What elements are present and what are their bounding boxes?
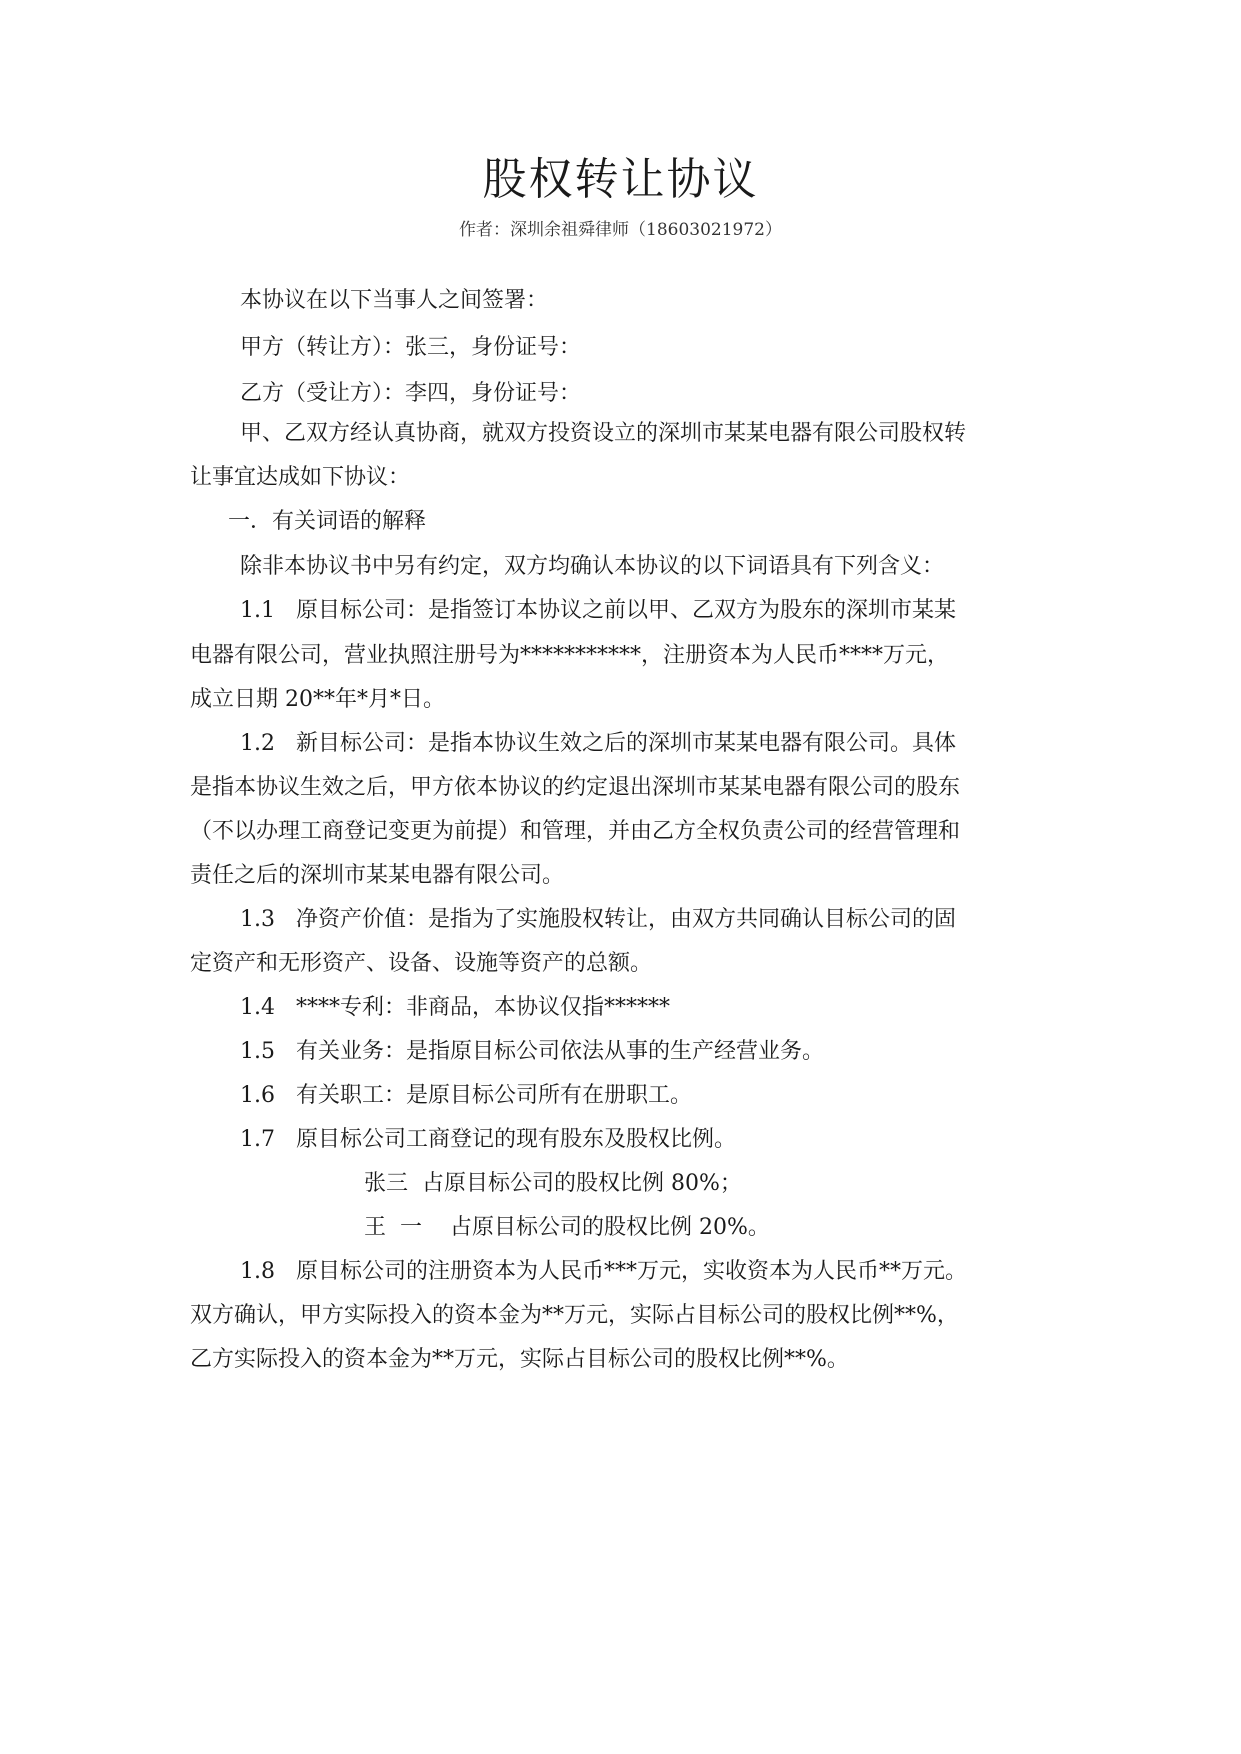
definitions-intro: 除非本协议书中另有约定，双方均确认本协议的以下词语具有下列含义： — [240, 554, 945, 579]
clause-1-1 — [240, 595, 956, 627]
preamble-line-1: 甲、乙双方经认真协商，就双方投资设立的深圳市某某电器有限公司股权转 — [240, 421, 967, 446]
document-author: 作者：深圳余祖舜律师（18603021972） — [459, 220, 782, 240]
clause-1-7 — [240, 1124, 736, 1156]
party-b: 乙方（受让方）：李四，身份证号： — [240, 381, 582, 406]
party-a: 甲方（转让方）：张三，身份证号： — [240, 335, 582, 360]
clause-1-8-line-2: 双方确认，甲方实际投入的资本金为**万元，实际占目标公司的股权比例**%， — [190, 1303, 959, 1328]
clause-text: 原目标公司的注册资本为人民币***万元，实收资本为人民币**万元。 — [296, 1259, 968, 1284]
clause-1-6 — [240, 1080, 692, 1112]
clause-number: 1.7 — [240, 1127, 275, 1152]
clause-1-3 — [240, 904, 956, 936]
clause-number: 1.3 — [240, 907, 275, 932]
clause-1-8 — [240, 1256, 967, 1288]
clause-number: 1.5 — [240, 1039, 275, 1064]
clause-1-2 — [240, 728, 956, 760]
section-heading: 一．有关词语的解释 — [228, 509, 427, 534]
clause-text: 新目标公司：是指本协议生效之后的深圳市某某电器有限公司。具体 — [296, 731, 957, 756]
shareholder-row: 王 一 占原目标公司的股权比例 20%。 — [364, 1215, 770, 1240]
clause-text: 有关职工：是原目标公司所有在册职工。 — [296, 1083, 693, 1108]
clause-1-8-line-3: 乙方实际投入的资本金为**万元，实际占目标公司的股权比例**%。 — [190, 1347, 849, 1372]
clause-number: 1.1 — [240, 598, 275, 623]
clause-text: 原目标公司：是指签订本协议之前以甲、乙双方为股东的深圳市某某 — [296, 598, 957, 623]
clause-1-3-line-2: 定资产和无形资产、设备、设施等资产的总额。 — [190, 951, 653, 976]
intro-paragraph: 本协议在以下当事人之间签署： — [240, 288, 549, 313]
clause-number: 1.2 — [240, 731, 275, 756]
document-title: 股权转让协议 — [482, 154, 759, 205]
clause-1-2-line-4: 责任之后的深圳市某某电器有限公司。 — [190, 863, 565, 888]
clause-1-1-line-3: 成立日期 20**年*月*日。 — [190, 687, 445, 712]
shareholder-row: 张三 占原目标公司的股权比例 80%； — [364, 1171, 742, 1196]
clause-text: 净资产价值：是指为了实施股权转让，由双方共同确认目标公司的固 — [296, 907, 957, 932]
clause-number: 1.4 — [240, 995, 275, 1020]
clause-1-2-line-2: 是指本协议生效之后，甲方依本协议的约定退出深圳市某某电器有限公司的股东 — [190, 775, 961, 800]
clause-1-4 — [240, 992, 670, 1024]
clause-text: 原目标公司工商登记的现有股东及股权比例。 — [296, 1127, 737, 1152]
clause-text: 有关业务：是指原目标公司依法从事的生产经营业务。 — [296, 1039, 825, 1064]
clause-1-1-line-2: 电器有限公司，营业执照注册号为***********，注册资本为人民币****万元， — [190, 643, 950, 668]
clause-1-2-line-3: （不以办理工商登记变更为前提）和管理，并由乙方全权负责公司的经营管理和 — [190, 819, 961, 844]
clause-1-5 — [240, 1036, 824, 1068]
clause-number: 1.6 — [240, 1083, 275, 1108]
clause-number: 1.8 — [240, 1259, 275, 1284]
clause-text: ****专利：非商品，本协议仅指****** — [296, 995, 671, 1020]
preamble-line-2: 让事宜达成如下协议： — [190, 465, 411, 490]
